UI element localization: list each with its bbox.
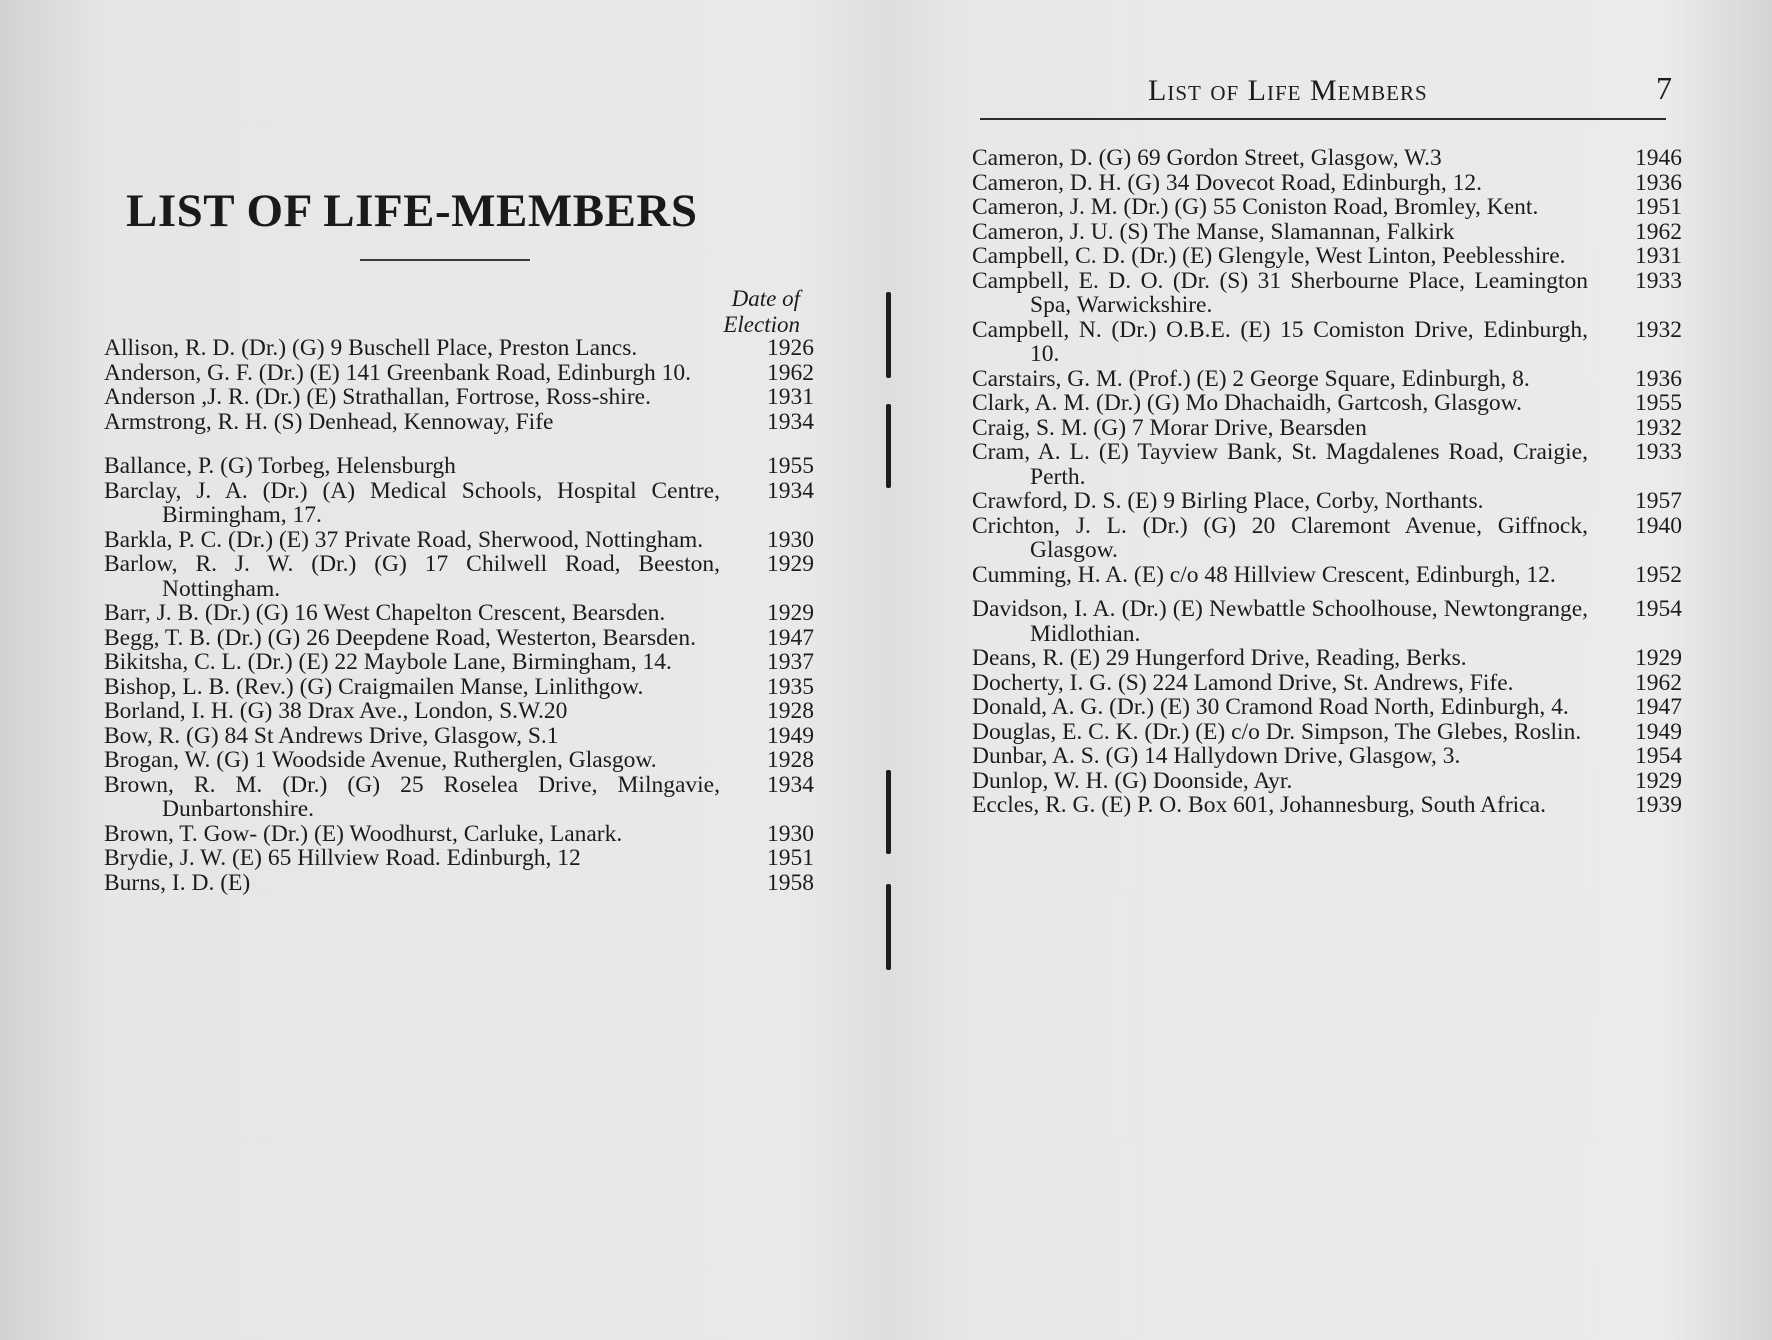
election-year: 1928 <box>767 747 814 773</box>
election-year: 1931 <box>1635 243 1682 269</box>
member-name: Bow, R. (G) 84 St Andrews Drive, Glasgow, S.1 <box>104 722 559 749</box>
list-item <box>972 269 1682 318</box>
list-item <box>972 489 1682 514</box>
member-name: Craig, S. M. (G) 7 Morar Drive, Bearsden <box>972 414 1367 441</box>
page-title: LIST OF LIFE-MEMBERS <box>126 185 698 237</box>
election-year: 1957 <box>1635 488 1682 514</box>
election-year: 1947 <box>767 624 814 651</box>
list-item <box>104 361 814 386</box>
list-item <box>972 744 1682 769</box>
member-name: Brown, R. M. (Dr.) (G) 25 Roselea Drive, Milngavie, Dunbartonshire. <box>104 771 720 822</box>
member-name: Anderson, G. F. (Dr.) (E) 141 Greenbank Road, Edinburgh 10. <box>104 359 692 386</box>
election-year: 1955 <box>767 453 814 479</box>
election-year: 1936 <box>1635 169 1682 196</box>
list-item <box>972 391 1682 416</box>
member-name: Deans, R. (E) 29 Hungerford Drive, Reading, Berks. <box>972 645 1467 671</box>
election-year: 1939 <box>1635 792 1682 818</box>
election-year: 1962 <box>767 359 814 386</box>
member-name: Barkla, P. C. (Dr.) (E) 37 Private Road, Sherwood, Nottingham. <box>104 526 704 553</box>
election-year: 1952 <box>1635 561 1682 588</box>
binding-stitch <box>886 770 891 854</box>
list-item <box>972 318 1682 367</box>
list-item <box>104 699 814 724</box>
election-year: 1937 <box>767 649 814 675</box>
election-year: 1949 <box>767 722 814 749</box>
election-year: 1928 <box>767 698 814 724</box>
election-year: 1940 <box>1635 512 1682 539</box>
member-name: Brown, T. Gow- (Dr.) (E) Woodhurst, Carluke, Lanark. <box>104 820 623 847</box>
list-item <box>972 563 1682 588</box>
list-item <box>972 220 1682 245</box>
list-item <box>104 675 814 700</box>
list-item <box>104 336 814 361</box>
list-item <box>972 720 1682 745</box>
member-name: Bikitsha, C. L. (Dr.) (E) 22 Maybole Lane, Birmingham, 14. <box>104 649 672 675</box>
member-name: Dunlop, W. H. (G) Doonside, Ayr. <box>972 767 1293 794</box>
list-item <box>972 514 1682 563</box>
election-year: 1935 <box>767 673 814 700</box>
election-year: 1949 <box>1635 718 1682 745</box>
list-item <box>972 171 1682 196</box>
member-name: Allison, R. D. (Dr.) (G) 9 Buschell Place, Preston Lancs. <box>104 335 638 361</box>
member-name: Barlow, R. J. W. (Dr.) (G) 17 Chilwell Road, Beeston, Nottingham. <box>104 551 720 602</box>
list-item <box>104 410 814 435</box>
member-name: Brogan, W. (G) 1 Woodside Avenue, Rutherglen, Glasgow. <box>104 747 657 773</box>
list-item <box>104 601 814 626</box>
election-year: 1932 <box>1635 414 1682 441</box>
election-year: 1933 <box>1635 439 1682 465</box>
election-year: 1930 <box>767 820 814 847</box>
member-name: Bishop, L. B. (Rev.) (G) Craigmailen Manse, Linlithgow. <box>104 673 644 700</box>
election-year: 1962 <box>1635 669 1682 696</box>
member-name: Donald, A. G. (Dr.) (E) 30 Cramond Road North, Edinburgh, 4. <box>972 694 1569 720</box>
header-rule <box>980 118 1666 120</box>
list-item <box>972 367 1682 392</box>
list-item <box>104 528 814 553</box>
binding-stitch <box>886 404 891 488</box>
member-name: Cameron, D. H. (G) 34 Dovecot Road, Edinburgh, 12. <box>972 169 1482 196</box>
left-page <box>0 0 860 1340</box>
list-item <box>972 793 1682 818</box>
election-year: 1933 <box>1635 267 1682 294</box>
election-year: 1929 <box>1635 645 1682 671</box>
list-item <box>104 871 814 896</box>
list-item <box>972 671 1682 696</box>
list-item <box>104 650 814 675</box>
election-year: 1947 <box>1635 694 1682 720</box>
election-year: 1929 <box>767 551 814 577</box>
list-item <box>104 454 814 479</box>
binding-stitch <box>886 884 891 970</box>
list-item <box>104 724 814 749</box>
election-year: 1958 <box>767 869 814 896</box>
list-item <box>104 552 814 601</box>
election-year: 1931 <box>767 384 814 410</box>
member-list-left <box>104 336 814 895</box>
election-year: 1932 <box>1635 316 1682 343</box>
list-item <box>972 769 1682 794</box>
member-name: Begg, T. B. (Dr.) (G) 26 Deepdene Road, Westerton, Bearsden. <box>104 624 696 651</box>
column-header-line-2: Election <box>723 312 800 337</box>
member-name: Anderson ,J. R. (Dr.) (E) Strathallan, Fortrose, Ross-shire. <box>104 384 651 410</box>
member-name: Clark, A. M. (Dr.) (G) Mo Dhachaidh, Gartcosh, Glasgow. <box>972 390 1522 416</box>
election-year: 1934 <box>767 408 814 435</box>
election-year: 1954 <box>1635 743 1682 769</box>
member-name: Borland, I. H. (G) 38 Drax Ave., London, S.W.20 <box>104 698 568 724</box>
election-year: 1929 <box>1635 767 1682 794</box>
member-list-right <box>972 146 1682 818</box>
member-name: Cameron, J. U. (S) The Manse, Slamannan, Falkirk <box>972 218 1455 245</box>
election-year: 1930 <box>767 526 814 553</box>
date-of-election-header <box>680 286 800 338</box>
member-name: Armstrong, R. H. (S) Denhead, Kennoway, Fife <box>104 408 554 435</box>
list-item <box>972 416 1682 441</box>
list-item <box>972 195 1682 220</box>
member-name: Douglas, E. C. K. (Dr.) (E) c/o Dr. Simpson, The Glebes, Roslin. <box>972 718 1582 745</box>
list-item <box>972 646 1682 671</box>
election-year: 1936 <box>1635 365 1682 392</box>
member-name: Docherty, I. G. (S) 224 Lamond Drive, St. Andrews, Fife. <box>972 669 1514 696</box>
member-name: Crawford, D. S. (E) 9 Birling Place, Corby, Northants. <box>972 488 1484 514</box>
member-name: Ballance, P. (G) Torbeg, Helensburgh <box>104 453 456 479</box>
member-name: Burns, I. D. (E) <box>104 869 251 896</box>
member-name: Campbell, E. D. O. (Dr. (S) 31 Sherbourne Place, Leamington Spa, Warwickshire. <box>972 267 1588 318</box>
election-year: 1951 <box>1635 194 1682 220</box>
election-year: 1954 <box>1635 596 1682 622</box>
column-header-line-1: Date of <box>731 286 800 311</box>
section-gap <box>104 434 814 454</box>
member-name: Eccles, R. G. (E) P. O. Box 601, Johannesburg, South Africa. <box>972 792 1546 818</box>
member-name: Cameron, D. (G) 69 Gordon Street, Glasgow, W.3 <box>972 145 1442 171</box>
list-item <box>972 597 1682 646</box>
list-item <box>104 479 814 528</box>
list-item <box>972 440 1682 489</box>
member-name: Campbell, C. D. (Dr.) (E) Glengyle, West Linton, Peeblesshire. <box>972 243 1566 269</box>
binding-stitch <box>886 292 891 378</box>
election-year: 1926 <box>767 335 814 361</box>
member-name: Campbell, N. (Dr.) O.B.E. (E) 15 Comiston Drive, Edinburgh, 10. <box>972 316 1588 367</box>
member-name: Cram, A. L. (E) Tayview Bank, St. Magdalenes Road, Craigie, Perth. <box>972 439 1588 490</box>
title-rule <box>360 259 530 261</box>
list-item <box>104 846 814 871</box>
election-year: 1946 <box>1635 145 1682 171</box>
list-item <box>104 385 814 410</box>
list-item <box>104 773 814 822</box>
list-item <box>104 626 814 651</box>
member-name: Dunbar, A. S. (G) 14 Hallydown Drive, Glasgow, 3. <box>972 743 1461 769</box>
member-name: Barr, J. B. (Dr.) (G) 16 West Chapelton Crescent, Bearsden. <box>104 600 666 626</box>
list-item <box>972 146 1682 171</box>
member-name: Cumming, H. A. (E) c/o 48 Hillview Crescent, Edinburgh, 12. <box>972 561 1556 588</box>
member-name: Davidson, I. A. (Dr.) (E) Newbattle Schoolhouse, Newtongrange, Midlothian. <box>972 596 1588 647</box>
member-name: Brydie, J. W. (E) 65 Hillview Road. Edinburgh, 12 <box>104 845 581 871</box>
election-year: 1929 <box>767 600 814 626</box>
election-year: 1934 <box>767 477 814 504</box>
election-year: 1962 <box>1635 218 1682 245</box>
list-item <box>972 244 1682 269</box>
election-year: 1934 <box>767 771 814 798</box>
member-name: Carstairs, G. M. (Prof.) (E) 2 George Square, Edinburgh, 8. <box>972 365 1530 392</box>
list-item <box>104 748 814 773</box>
election-year: 1951 <box>767 845 814 871</box>
election-year: 1955 <box>1635 390 1682 416</box>
list-item <box>104 822 814 847</box>
member-name: Crichton, J. L. (Dr.) (G) 20 Claremont Avenue, Giffnock, Glasgow. <box>972 512 1588 563</box>
running-header: List of Life Members <box>1148 74 1428 107</box>
page-number: 7 <box>1656 70 1672 106</box>
list-item <box>972 695 1682 720</box>
member-name: Barclay, J. A. (Dr.) (A) Medical Schools, Hospital Centre, Birmingham, 17. <box>104 477 720 528</box>
member-name: Cameron, J. M. (Dr.) (G) 55 Coniston Road, Bromley, Kent. <box>972 194 1539 220</box>
